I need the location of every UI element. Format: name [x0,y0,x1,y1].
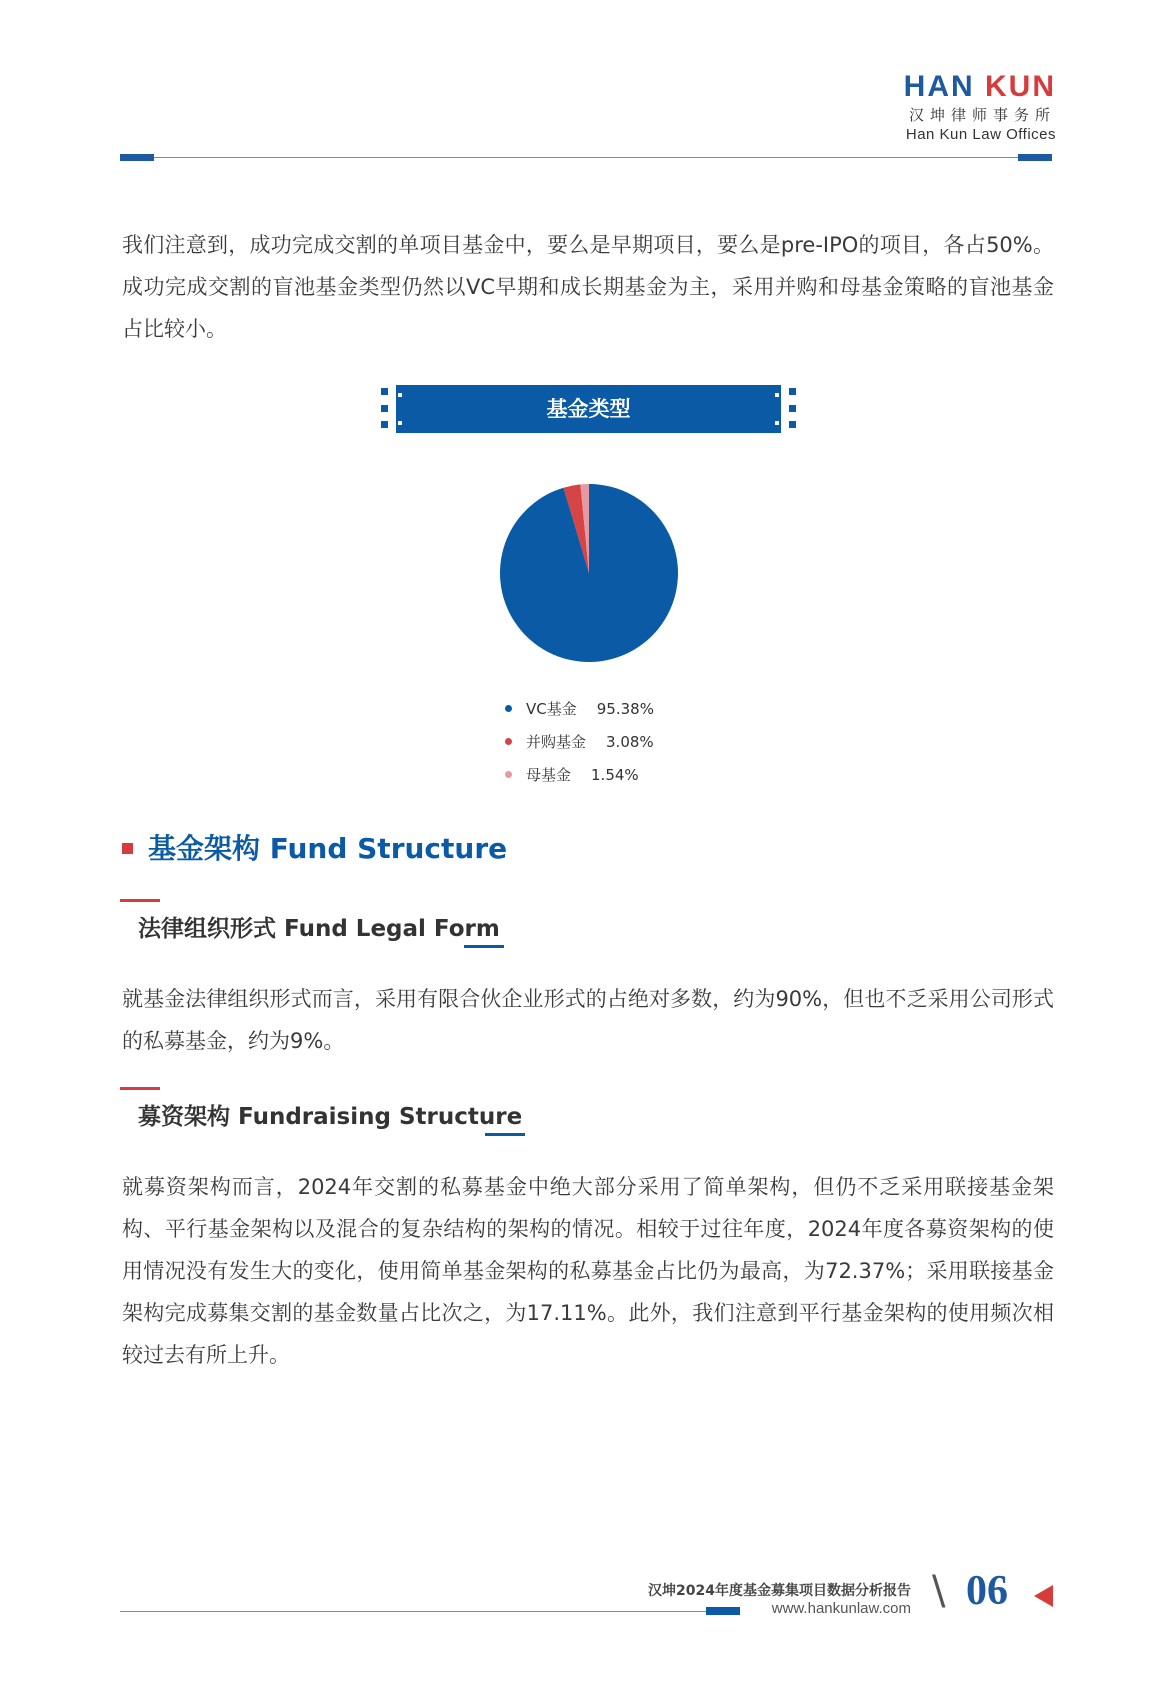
footer-report-title: 汉坤2024年度基金募集项目数据分析报告 [648,1583,911,1599]
intro-paragraph: 我们注意到，成功完成交割的单项目基金中，要么是早期项目，要么是pre-IPO的项目，各占50%。成功完成交割的盲池基金类型仍然以VC早期和成长期基金为主，采用并购和母基金策略的盲池基金占比较小。 [122,233,1054,341]
legend-label: 并购基金 [526,733,587,751]
logo-wordmark [904,70,1056,104]
footer-accent [706,1607,740,1615]
legend-dot [505,771,512,778]
legend-dot [505,705,512,712]
subheading-accent-blue [485,1133,525,1136]
legend-item [505,692,654,725]
banner-ornament [381,405,388,412]
banner-ornament [789,405,796,412]
legal-form-heading: 法律组织形式 Fund Legal Form [138,916,500,942]
logo-han: HAN [903,70,975,103]
subheading-accent-red [120,1087,160,1090]
logo-kun: KUN [985,70,1056,103]
section-marker [122,843,133,854]
header-accent-right [1018,154,1052,161]
header-accent-left [120,154,154,161]
subheading-accent-blue [464,945,504,948]
page-number: 06 [966,1568,1008,1614]
legend-dot [505,738,512,745]
fund-type-pie-chart [494,478,684,668]
subheading-accent-red [120,899,160,902]
logo-chinese-name: 汉坤律师事务所 [908,106,1056,124]
banner-notch [398,393,402,397]
footer-divider [120,1611,710,1612]
banner-ornament [381,421,388,428]
header-divider [120,157,1051,158]
section-title: 基金架构 Fund Structure [148,832,508,865]
legend-label: VC基金 [526,700,577,718]
banner-notch [398,421,402,425]
banner-ornament [381,388,388,395]
footer-url: www.hankunlaw.com [771,1600,911,1617]
banner-notch [775,421,779,425]
legend-value: 1.54% [591,765,639,784]
chart-legend [505,692,654,791]
banner-ornament [789,421,796,428]
legend-value: 3.08% [606,732,654,751]
page-triangle-icon [1034,1585,1053,1607]
legend-item [505,725,654,758]
legal-form-paragraph: 就基金法律组织形式而言，采用有限合伙企业形式的占绝对多数，约为90%，但也不乏采用公司形式的私募基金，约为9%。 [122,987,1054,1053]
banner-ornament [789,388,796,395]
fundraising-paragraph: 就募资架构而言，2024年交割的私募基金中绝大部分采用了简单架构，但仍不乏采用联接基金架构、平行基金架构以及混合的复杂结构的架构的情况。相较于过往年度，2024年度各募资架构的使用情况没有发生大的变化，使用简单基金架构的私募基金占比仍为最高，为72.37%；采用联接基金架构完成募集交割的基金数量占比次之，为17.11%。此外，我们注意到平行基金架构的使用频次相较过去有所上升。 [122,1175,1054,1367]
banner-notch [775,393,779,397]
logo-english-name: Han Kun Law Offices [905,126,1056,143]
footer-slash-divider: \ [932,1568,946,1614]
fundraising-heading: 募资架构 Fundraising Structure [138,1104,523,1130]
legend-item [505,758,654,791]
legend-label: 母基金 [526,766,572,784]
chart-banner-title: 基金类型 [396,385,781,433]
legend-value: 95.38% [596,699,654,718]
